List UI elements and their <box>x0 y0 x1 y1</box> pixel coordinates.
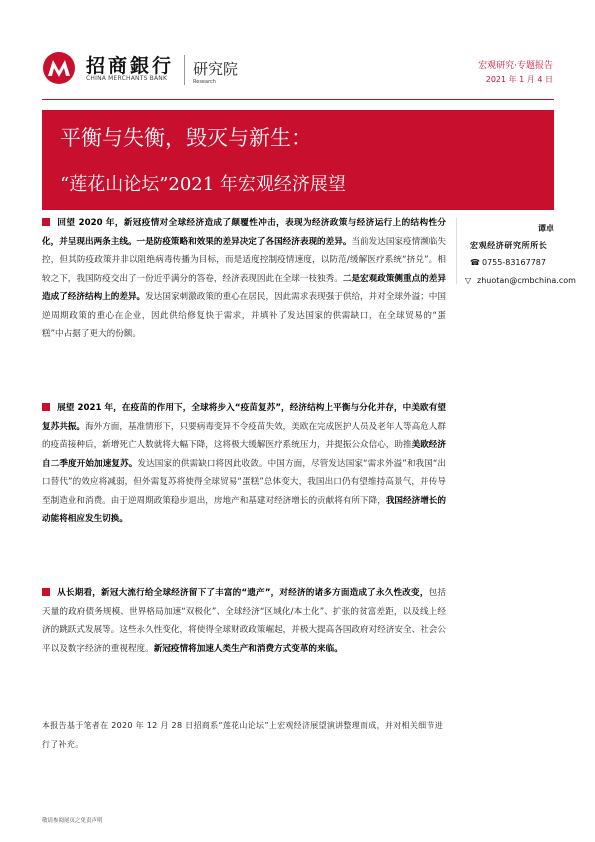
para-text: 当前发达国家疫情濒临失控，但其防疫政策并非以阻绝病毒传播为目标，而是适度控制疫情速度，以防范/缓解医疗系统“挤兑”。相较之下，我国防疫交出了一份近乎满分的答卷，经济表现因此在全球一枝独秀。 <box>42 236 446 284</box>
paragraph-review-2020 <box>42 214 446 344</box>
para-text: 从长期看，新冠大流行给全球经济留下了丰富的“遗产”，对经济的诸多方面造成了永久性改变， <box>57 588 429 598</box>
para-text: 回望 2020 年，新冠疫情对全球经济造成了颠覆性冲击，表现为经济政策与经济运行上的结构性分化，并呈现出两条主线。一是防疫策略和效果的差异决定了各国经济表现的差异。 <box>42 218 446 247</box>
para-text: 发达国家的供需缺口将因此收敛。中国方面，尽管发达国家“需求外溢”和我国“出口替代”的效应将减弱，但外需复苏将使得全球贸易“蛋糕”总体变大，我国出口仍有望维持高景气，并传导至制造业和消费。由于逆周期政策稳步退出，房地产和基建对经济增长的贡献将有所下降， <box>42 458 446 506</box>
phone-number: 0755-83167787 <box>482 258 546 267</box>
author-divider <box>456 218 457 284</box>
para-text: 我国经济增长的动能将相应发生切换。 <box>42 495 446 524</box>
phone-icon: ☎ <box>470 258 480 267</box>
report-type: 宏观研究·专题报告 <box>478 61 553 71</box>
author-name: 谭卓 <box>538 224 554 233</box>
bullet-icon <box>42 403 50 411</box>
bullet-icon <box>42 588 50 596</box>
report-title: 平衡与失衡，毁灭与新生： <box>60 126 312 150</box>
para-text: 展望 2021 年，在疫苗的作用下，全球将步入“疫苗复苏”，经济结构上平衡与分化并存，中美欧有望复苏共振。 <box>42 403 446 432</box>
para-text: 二是宏观政策侧重点的差异造成了经济结构上的差异。 <box>42 273 446 302</box>
institute-name-en: Research <box>193 79 216 85</box>
report-subtitle: “莲花山论坛”2021 年宏观经济展望 <box>60 174 346 195</box>
bullet-icon <box>42 218 50 226</box>
para-text: 新冠疫情将加速人类生产和消费方式变革的来临。 <box>153 643 343 654</box>
para-text: 美欧经济自二季度开始加速复苏。 <box>42 440 446 469</box>
header-divider <box>184 55 185 85</box>
paragraph-long-term <box>42 584 446 658</box>
author-phone <box>470 258 546 267</box>
para-text: 包括天量的政府债务规模、世界格局加速“双极化”、全球经济“区域化/本土化”、扩张的贫富差距，以及线上经济的跳跃式发展等。这些永久性变化，将使得全球财政政策崛起，并极大提高各国政府对经济安全、社会公平以及数字经济的重视程度。 <box>42 588 446 654</box>
header-rule <box>42 99 554 100</box>
disclaimer-footer[interactable]: 敬请参阅尾页之免责声明 <box>42 818 103 824</box>
email-icon: ▽ <box>465 276 472 285</box>
author-email[interactable] <box>465 276 576 285</box>
brand-name: 招商銀行 <box>86 55 175 77</box>
paragraph-outlook-2021 <box>42 399 446 529</box>
author-title: 宏观经济研究所所长 <box>470 241 548 250</box>
brand-name-en: CHINA MERCHANTS BANK <box>86 75 168 82</box>
cmb-logo-icon <box>42 51 76 85</box>
para-text: 海外方面，基准情形下，只要病毒变异不令疫苗失效，美欧在完成医护人员及老年人等高危人群的疫苗接种后，新增死亡人数就将大幅下降，这将极大缓解医疗系统压力，并提振公众信心，助推 <box>42 421 446 450</box>
institute-name: 研究院 <box>193 60 239 78</box>
report-date: 2021 年 1 月 4 日 <box>485 75 553 84</box>
para-text: 发达国家刺激政策的重心在居民，因此需求表现强于供给，并对全球外溢；中国逆周期政策的重心在企业，因此供给修复快于需求，并填补了发达国家的供需缺口，在全球贸易的“蛋糕”中占据了更大的份额。 <box>42 292 446 339</box>
report-note: 本报告基于笔者在 2020 年 12 月 28 日招商系“莲花山论坛”上宏观经济展望演讲整理而成，并对相关细节进行了补充。 <box>42 721 444 749</box>
email-address[interactable]: zhuotan@cmbchina.com <box>477 276 576 285</box>
